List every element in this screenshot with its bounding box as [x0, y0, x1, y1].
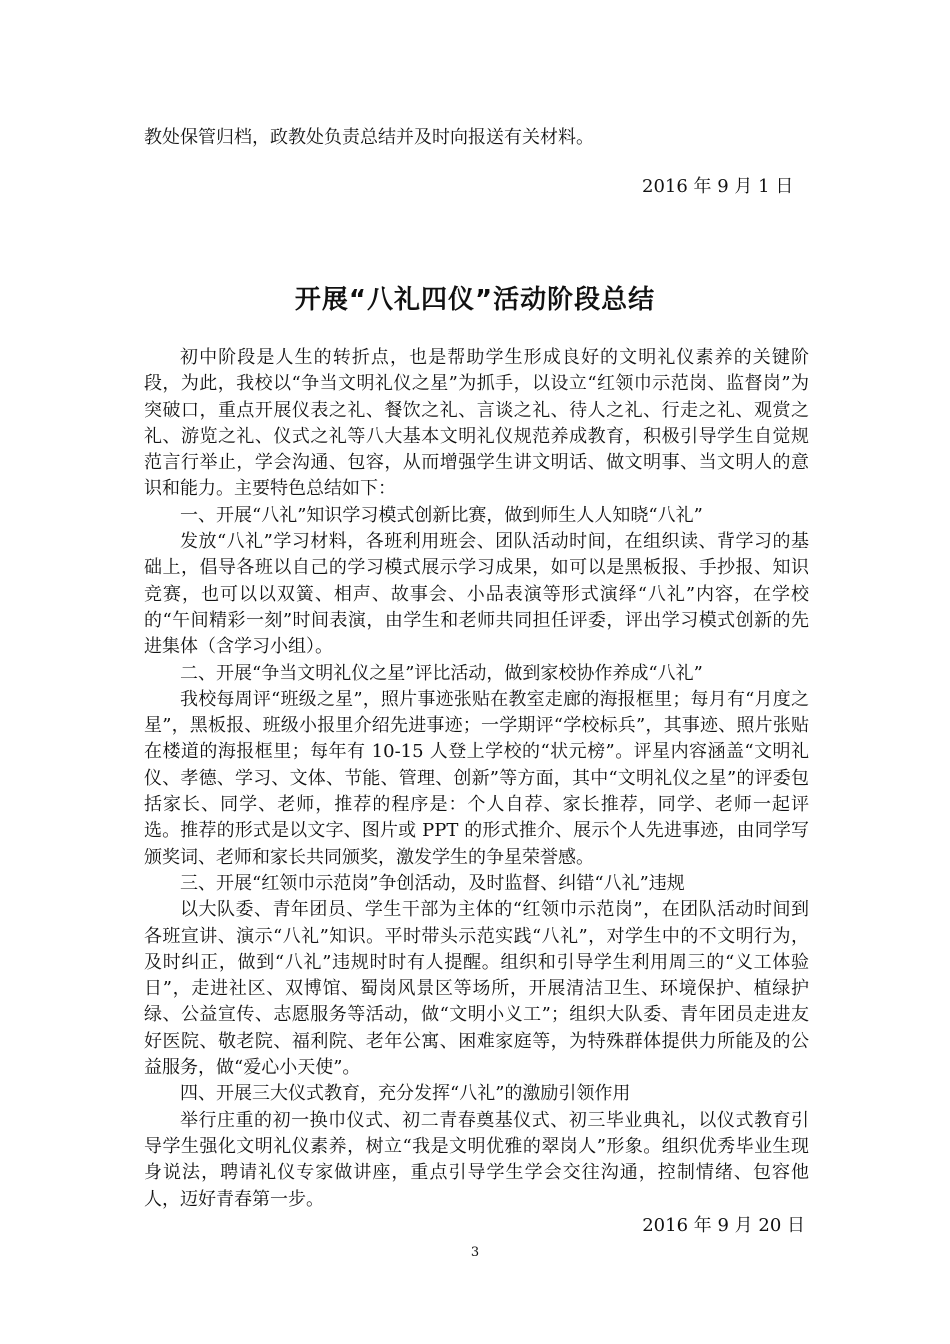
document-title: 开展“八礼四仪”活动阶段总结	[294, 285, 656, 315]
section-heading-3: 三、开展“红领巾示范岗”争创活动，及时监督、纠错“八礼”违规	[180, 872, 685, 894]
page-number: 3	[470, 1245, 480, 1260]
section-paragraph-2: 我校每周评“班级之星”，照片事迹张贴在教室走廊的海报框里；每月有“月度之星”，黑板报、班级小报里介绍先进事迹；一学期评“学校标兵”，其事迹、照片张贴在楼道的海报框里；每年有 10-15 人登上学校的“状元榜”。评星内容涵盖“文明礼仪、孝德、学习、文体、节能、管理、创新”等方面，其中“文明礼仪之星”的评委包括家长、同学、老师，推荐的程序是：个人自荐、家长推荐，同学、老师一起评选。推荐的形式是以文字、图片或 PPT 的形式推介、展示个人先进事迹，由同学写颁奖词、老师和家长共同颁奖，激发学生的争星荣誉感。	[144, 688, 809, 868]
continuation-line: 教处保管归档，政教处负责总结并及时向报送有关材料。	[144, 127, 594, 148]
document-body	[144, 345, 809, 1239]
section-paragraph-1: 发放“八礼”学习材料，各班利用班会、团队活动时间，在组织读、背学习的基础上，倡导各班以自己的学习模式展示学习成果，如可以是黑板报、手抄报、知识竞赛，也可以以双簧、相声、故事会、小品表演等形式演绎“八礼”内容，在学校的“午间精彩一刻”时间表演，由学生和老师共同担任评委，评出学习模式创新的先进集体（含学习小组）。	[144, 531, 809, 658]
previous-section-date: 2016 年 9 月 1 日	[642, 176, 794, 197]
document-date: 2016 年 9 月 20 日	[642, 1214, 805, 1236]
section-heading-4: 四、开展三大仪式教育，充分发挥“八礼”的激励引领作用	[180, 1083, 631, 1105]
section-paragraph-3: 以大队委、青年团员、学生干部为主体的“红领巾示范岗”，在团队活动时间到各班宣讲、演示“八礼”知识。平时带头示范实践“八礼”，对学生中的不文明行为，及时纠正，做到“八礼”违规时时有人提醒。组织和引导学生利用周三的“义工体验日”，走进社区、双博馆、蜀岗风景区等场所，开展清洁卫生、环境保护、植绿护绿、公益宣传、志愿服务等活动，做“文明小义工”；组织大队委、青年团员走进友好医院、敬老院、福利院、老年公寓、困难家庭等，为特殊群体提供力所能及的公益服务，做“爱心小天使”。	[144, 899, 809, 1079]
section-heading-2: 二、开展“争当文明礼仪之星”评比活动，做到家校协作养成“八礼”	[180, 662, 703, 684]
section-heading-1: 一、开展“八礼”知识学习模式创新比赛，做到师生人人知晓“八礼”	[180, 504, 703, 526]
intro-paragraph: 初中阶段是人生的转折点，也是帮助学生形成良好的文明礼仪素养的关键阶段，为此，我校以“争当文明礼仪之星”为抓手，以设立“红领巾示范岗、监督岗”为突破口，重点开展仪表之礼、餐饮之礼、言谈之礼、待人之礼、行走之礼、观赏之礼、游览之礼、仪式之礼等八大基本文明礼仪规范养成教育，积极引导学生自觉规范言行举止，学会沟通、包容，从而增强学生讲文明话、做文明事、当文明人的意识和能力。主要特色总结如下：	[144, 347, 809, 500]
section-paragraph-4: 举行庄重的初一换巾仪式、初二青春奠基仪式、初三毕业典礼，以仪式教育引导学生强化文明礼仪素养，树立“我是文明优雅的翠岗人”形象。组织优秀毕业生现身说法，聘请礼仪专家做讲座，重点引导学生学会交往沟通，控制情绪、包容他人，迈好青春第一步。	[144, 1109, 809, 1210]
